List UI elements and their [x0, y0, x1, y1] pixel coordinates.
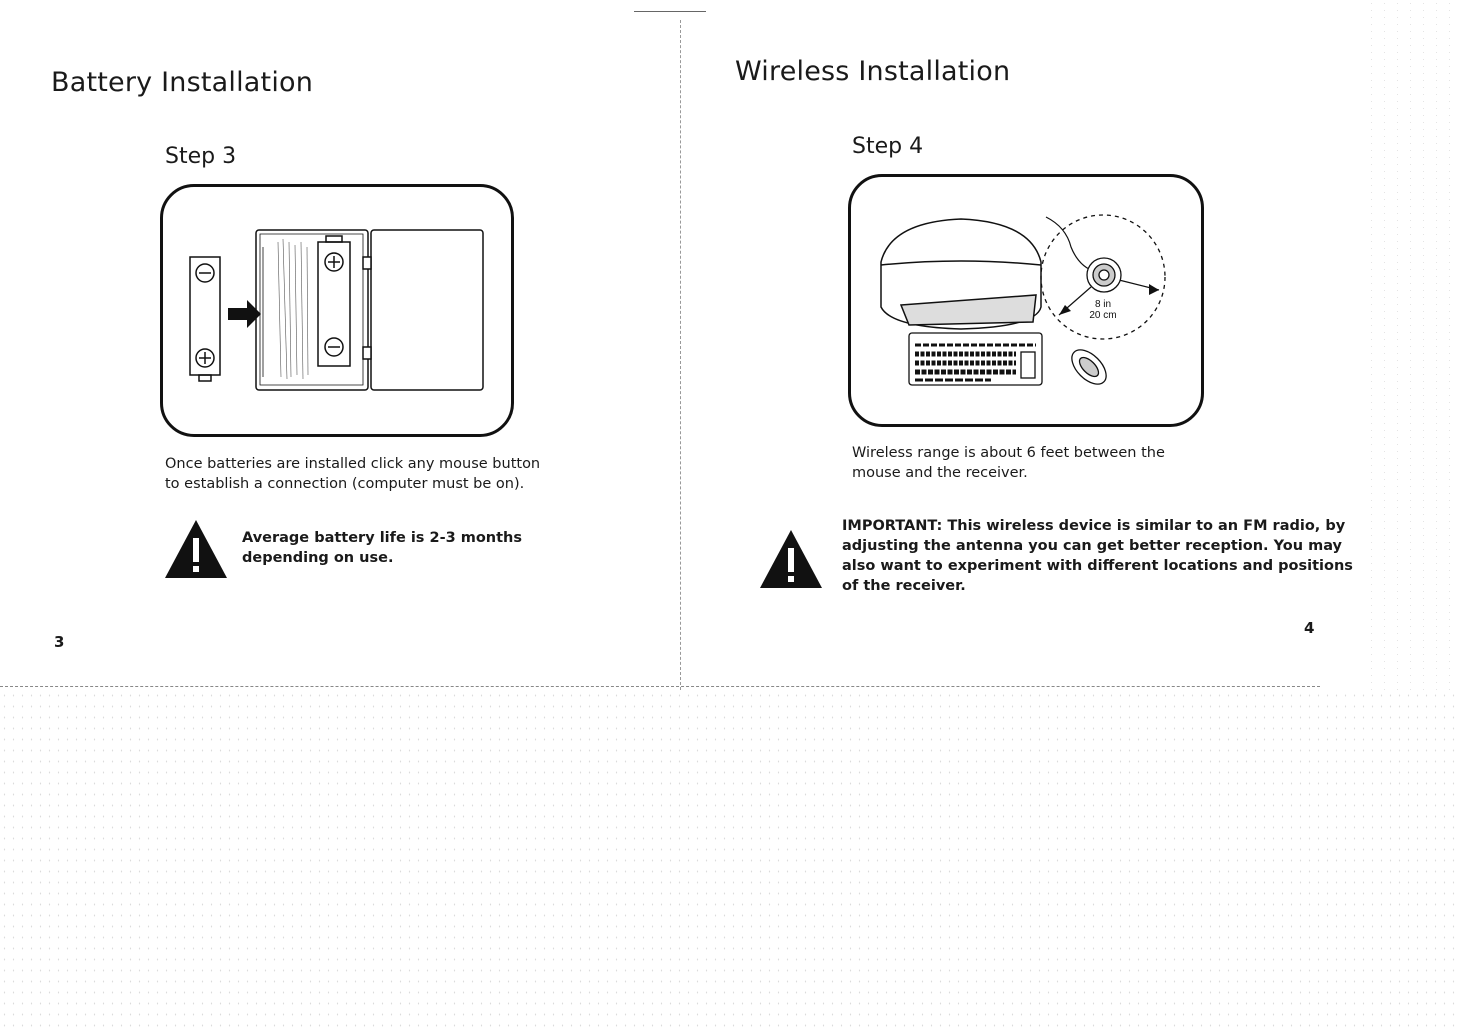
page-bottom-edge: [0, 686, 1320, 687]
compartment-texture: [278, 239, 308, 379]
keyboard-icon: [909, 333, 1042, 385]
important-line-4: of the receiver.: [842, 578, 966, 594]
warning-line-2: depending on use.: [242, 550, 394, 566]
battery-illustration: [160, 184, 514, 437]
page-title: Battery Installation: [51, 67, 314, 98]
page-number: 3: [54, 633, 65, 651]
scan-noise-right: [1365, 0, 1458, 690]
battery-icon: [190, 257, 220, 381]
important-line-1: IMPORTANT: This wireless device is similar to an FM radio, by: [842, 518, 1346, 534]
warning-icon: [760, 530, 822, 588]
range-label-in: 8 in: [1094, 299, 1112, 310]
warning-icon: [165, 520, 227, 578]
wireless-range-illustration: [848, 174, 1204, 427]
wireless-setup-drawing: [851, 177, 1201, 424]
battery-compartment-drawing: [163, 187, 511, 434]
page-number: 4: [1304, 619, 1315, 637]
scan-noise-bottom: [0, 690, 1458, 1033]
instruction-line-1: Once batteries are installed click any mouse button: [165, 456, 541, 472]
important-line-3: also want to experiment with different locations and positions: [842, 558, 1353, 574]
range-label-cm: 20 cm: [1089, 310, 1117, 321]
mouse-icon: [1066, 344, 1113, 391]
receiver-icon: [1087, 258, 1121, 292]
range-text-line-1: Wireless range is about 6 feet between the: [852, 445, 1165, 461]
range-text-line-2: mouse and the receiver.: [852, 465, 1028, 481]
right-page: [680, 0, 1370, 686]
warning-line-1: Average battery life is 2-3 months: [242, 530, 523, 546]
left-page: [0, 0, 680, 686]
step-heading: Step 4: [852, 134, 924, 159]
important-line-2: adjusting the antenna you can get better reception. You may: [842, 538, 1343, 554]
page-title: Wireless Installation: [735, 56, 1011, 87]
step-heading: Step 3: [165, 144, 237, 169]
monitor-icon: [881, 219, 1041, 329]
instruction-line-2: to establish a connection (computer must be on).: [165, 476, 525, 492]
